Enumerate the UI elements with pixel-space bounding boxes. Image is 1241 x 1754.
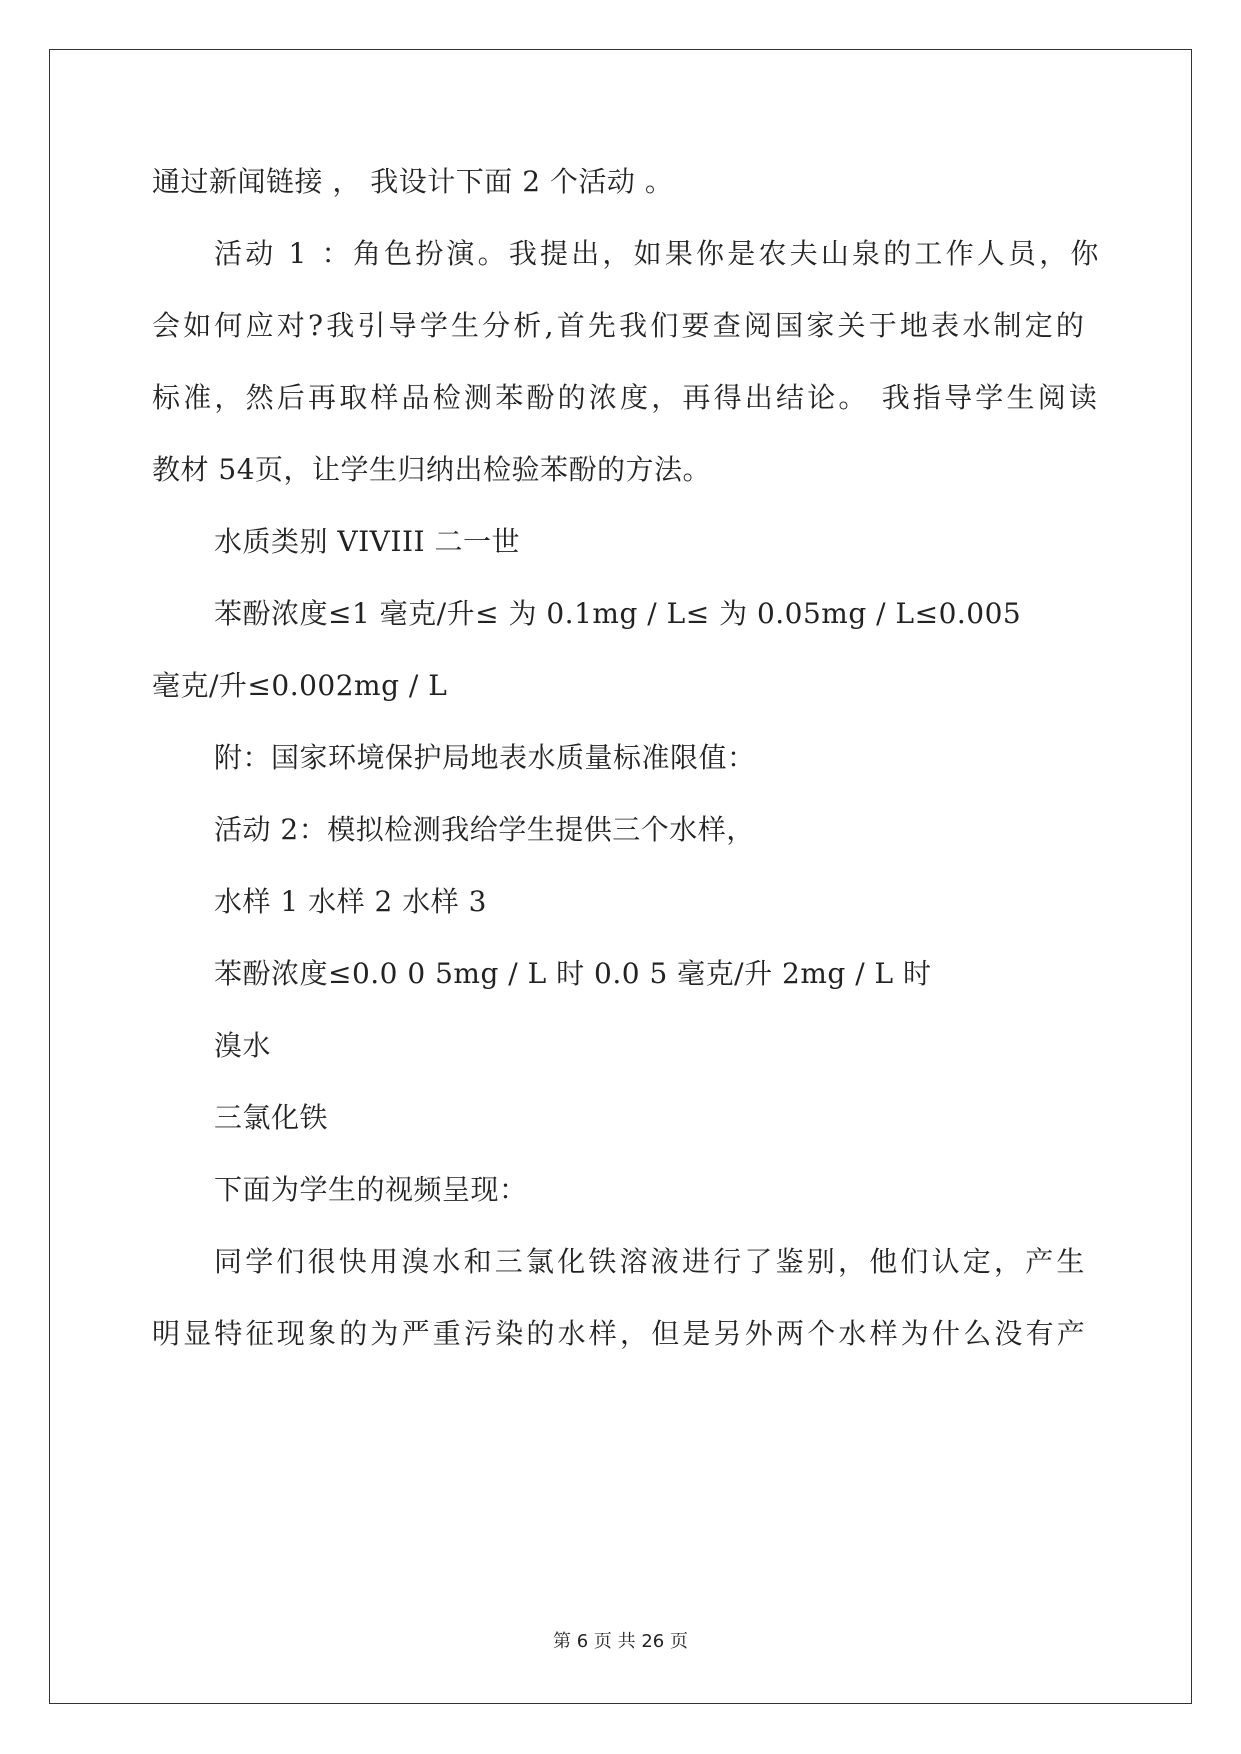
paragraph-line: 同学们很快用溴水和三氯化铁溶液进行了鉴别，他们认定，产生 [214,1245,1088,1278]
paragraph-line: 附：国家环境保护局地表水质量标准限值： [214,741,756,774]
paragraph-line: 水样 1 水样 2 水样 3 [214,885,487,918]
paragraph-line: 通过新闻链接 ， 我设计下面 2 个活动 。 [152,165,674,198]
paragraph-line: 毫克/升≤0.002mg / L [152,669,448,702]
paragraph-line: 溴水 [214,1029,272,1062]
page-border [49,49,1192,1704]
paragraph-line: 水质类别 VIVIII 二一世 [214,525,520,558]
paragraph-line: 下面为学生的视频呈现： [214,1173,528,1206]
paragraph-line: 教材 54页，让学生归纳出检验苯酚的方法。 [152,453,712,486]
page-footer [0,1630,1241,1654]
paragraph-line: 活动 1 ：角色扮演。我提出，如果你是农夫山泉的工作人员，你 [214,237,1102,270]
paragraph-line: 活动 2：模拟检测我给学生提供三个水样， [214,813,755,846]
page-number: 第 6 页 共 26 页 [553,1631,688,1652]
paragraph-line: 标准，然后再取样品检测苯酚的浓度，再得出结论。 我指导学生阅读 [152,381,1101,414]
paragraph-line: 苯酚浓度≤0.0 0 5mg / L 时 0.0 5 毫克/升 2mg / L 时 [214,957,932,990]
paragraph-line: 三氯化铁 [214,1101,329,1134]
paragraph-line: 明显特征现象的为严重污染的水样，但是另外两个水样为什么没有产 [152,1317,1089,1350]
paragraph-line: 会如何应对?我引导学生分析,首先我们要查阅国家关于地表水制定的 [152,309,1088,342]
paragraph-line: 苯酚浓度≤1 毫克/升≤ 为 0.1mg / L≤ 为 0.05mg / L≤0.005 [214,597,1022,630]
